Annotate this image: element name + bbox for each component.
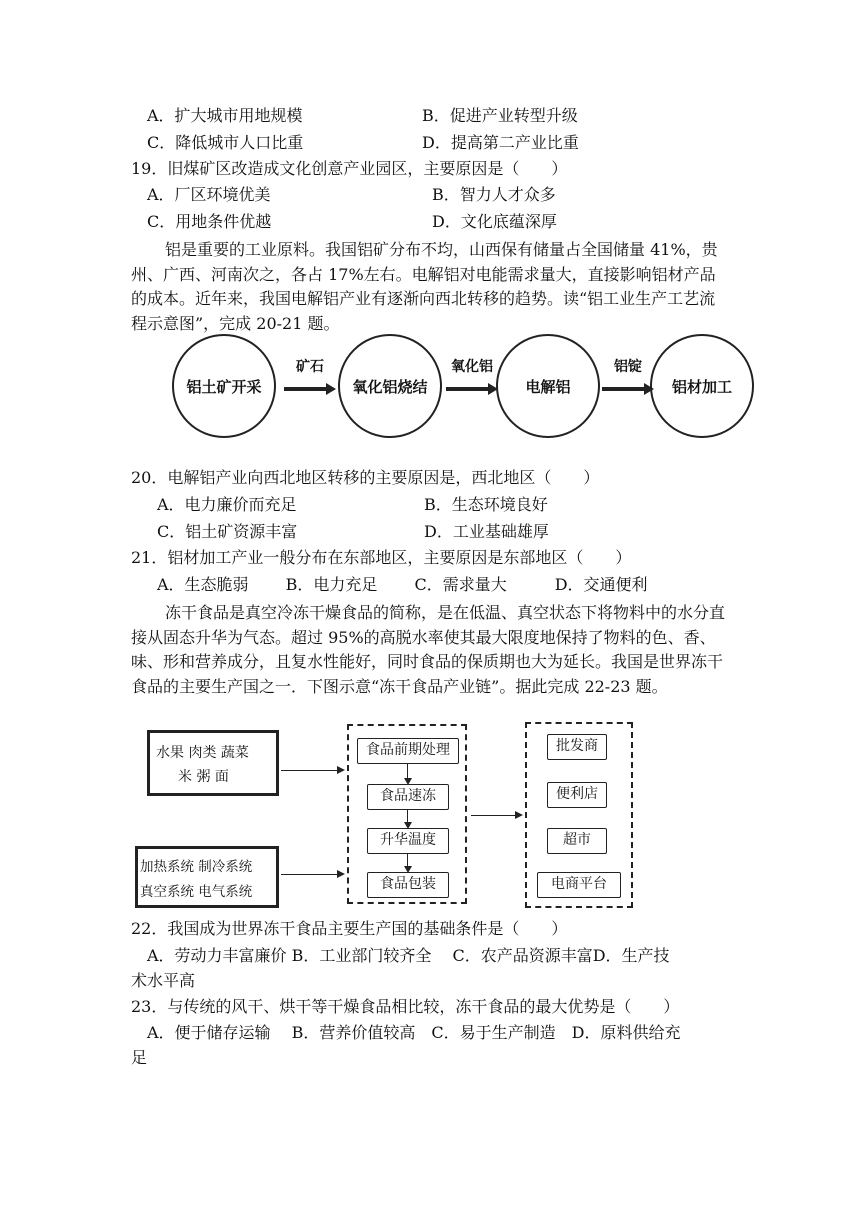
q20-stem: 20．电解铝产业向西北地区转移的主要原因是，西北地区（ ） xyxy=(131,468,600,487)
aluminum-flow-diagram xyxy=(172,334,762,438)
q22-stem: 22．我国成为世界冻干食品主要生产国的基础条件是（ ） xyxy=(131,919,568,938)
sales-convenience-store: 便利店 xyxy=(547,782,607,808)
q19-option-d: D．文化底蕴深厚 xyxy=(432,212,557,231)
flow-stage-alumina xyxy=(338,334,442,438)
flow-arrow-alumina-label: 氧化铝 xyxy=(451,359,493,375)
flow-stage-processing xyxy=(650,334,754,438)
raw-materials-line2: 米 粥 面 xyxy=(178,769,229,785)
passage-aluminum-text: 铝是重要的工业原料。我国铝矿分布不均，山西保有储量占全国储量 41%，贵州、广西、河南次之，各占 17%左右。电解铝对电能需求量大，直接影响铝材产品的成本。近年来，我国电解铝产业有逐渐向西北转移的趋势。读“铝工业生产工艺流程示意图”，完成 20-21 题。 xyxy=(131,240,718,333)
arrow-head xyxy=(337,766,345,774)
process-step-pretreatment: 食品前期处理 xyxy=(357,738,459,764)
flow-arrow-ore xyxy=(282,356,338,416)
arrow-head xyxy=(337,870,345,878)
systems-box xyxy=(135,846,279,908)
arrow-process-to-sales xyxy=(471,815,515,816)
q20-option-c: C．铝土矿资源丰富 xyxy=(157,522,298,541)
q18-option-b: B．促进产业转型升级 xyxy=(422,106,578,125)
process-step-packaging: 食品包装 xyxy=(367,872,449,898)
sales-ecommerce: 电商平台 xyxy=(537,872,621,898)
q21-options: A．生态脆弱 B．电力充足 C．需求量大 D．交通便利 xyxy=(157,575,648,594)
q22-options-line1: A．劳动力丰富廉价 B．工业部门较齐全 C．农产品资源丰富D．生产技 xyxy=(147,946,670,965)
flow-stage-mining xyxy=(172,334,276,438)
q18-option-c: C．降低城市人口比重 xyxy=(147,133,304,152)
q19-stem: 19．旧煤矿区改造成文化创意产业园区，主要原因是（ ） xyxy=(131,159,568,178)
q23-stem: 23．与传统的风干、烘干等干燥食品相比较，冻干食品的最大优势是（ ） xyxy=(131,997,680,1016)
flow-stage-processing-label: 铝材加工 xyxy=(671,377,732,396)
arrow-raw-to-process xyxy=(281,770,337,771)
systems-line1: 加热系统 制冷系统 xyxy=(140,859,253,875)
q18-option-a: A．扩大城市用地规模 xyxy=(147,106,303,125)
flow-arrow-ingot-label: 铝锭 xyxy=(614,359,642,375)
arrow-shaft xyxy=(284,387,328,391)
arrow-shaft xyxy=(446,387,490,391)
passage-freeze-dried-text: 冻干食品是真空冷冻干燥食品的简称，是在低温、真空状态下将物料中的水分直接从固态升华为气态。超过 95%的高脱水率使其最大限度地保持了物料的色、香、味、形和营养成分，且复水性能好，同时食品的保质期也大为延长。我国是世界冻干食品的主要生产国之一．下图示意“冻干食品产业链”。据此完成 22-23 题。 xyxy=(131,603,726,696)
q22-options-line2: 术水平高 xyxy=(131,971,196,990)
q18-option-d: D．提高第二产业比重 xyxy=(422,133,579,152)
raw-materials-line1: 水果 肉类 蔬菜 xyxy=(156,745,249,761)
q23-options-line1: A．便于储存运输 B．营养价值较高 C．易于生产制造 D．原料供给充 xyxy=(147,1023,681,1042)
q20-option-d: D．工业基础雄厚 xyxy=(424,522,549,541)
q20-option-b: B．生态环境良好 xyxy=(424,495,548,514)
arrow-head xyxy=(515,811,523,819)
q20-option-a: A．电力廉价而充足 xyxy=(157,495,297,514)
q19-option-c: C．用地条件优越 xyxy=(147,212,272,231)
passage-freeze-dried xyxy=(131,601,731,699)
flow-arrow-ingot xyxy=(600,356,656,416)
flow-stage-electrolysis-label: 电解铝 xyxy=(525,377,571,396)
flow-stage-mining-label: 铝土矿开采 xyxy=(186,377,262,396)
sales-wholesaler: 批发商 xyxy=(547,734,607,760)
systems-line2: 真空系统 电气系统 xyxy=(140,884,253,900)
process-step-sublimation: 升华温度 xyxy=(367,828,449,854)
q23-options-line2: 足 xyxy=(131,1048,148,1067)
flow-stage-alumina-label: 氧化铝烧结 xyxy=(352,377,428,396)
arrow-shaft xyxy=(602,387,646,391)
q21-stem: 21．铝材加工产业一般分布在东部地区，主要原因是东部地区（ ） xyxy=(131,548,632,567)
flow-stage-electrolysis xyxy=(496,334,600,438)
sales-supermarket: 超市 xyxy=(547,828,607,854)
passage-aluminum xyxy=(131,238,731,336)
q19-option-a: A．厂区环境优美 xyxy=(147,185,271,204)
process-step-quick-freeze: 食品速冻 xyxy=(367,784,449,810)
flow-arrow-ore-label: 矿石 xyxy=(296,359,324,375)
freeze-dried-chain-diagram xyxy=(131,716,641,914)
q19-option-b: B．智力人才众多 xyxy=(432,185,556,204)
arrow-systems-to-process xyxy=(281,874,337,875)
flow-arrow-alumina xyxy=(444,356,500,416)
arrow-head xyxy=(326,383,336,395)
raw-materials-box xyxy=(147,730,279,796)
